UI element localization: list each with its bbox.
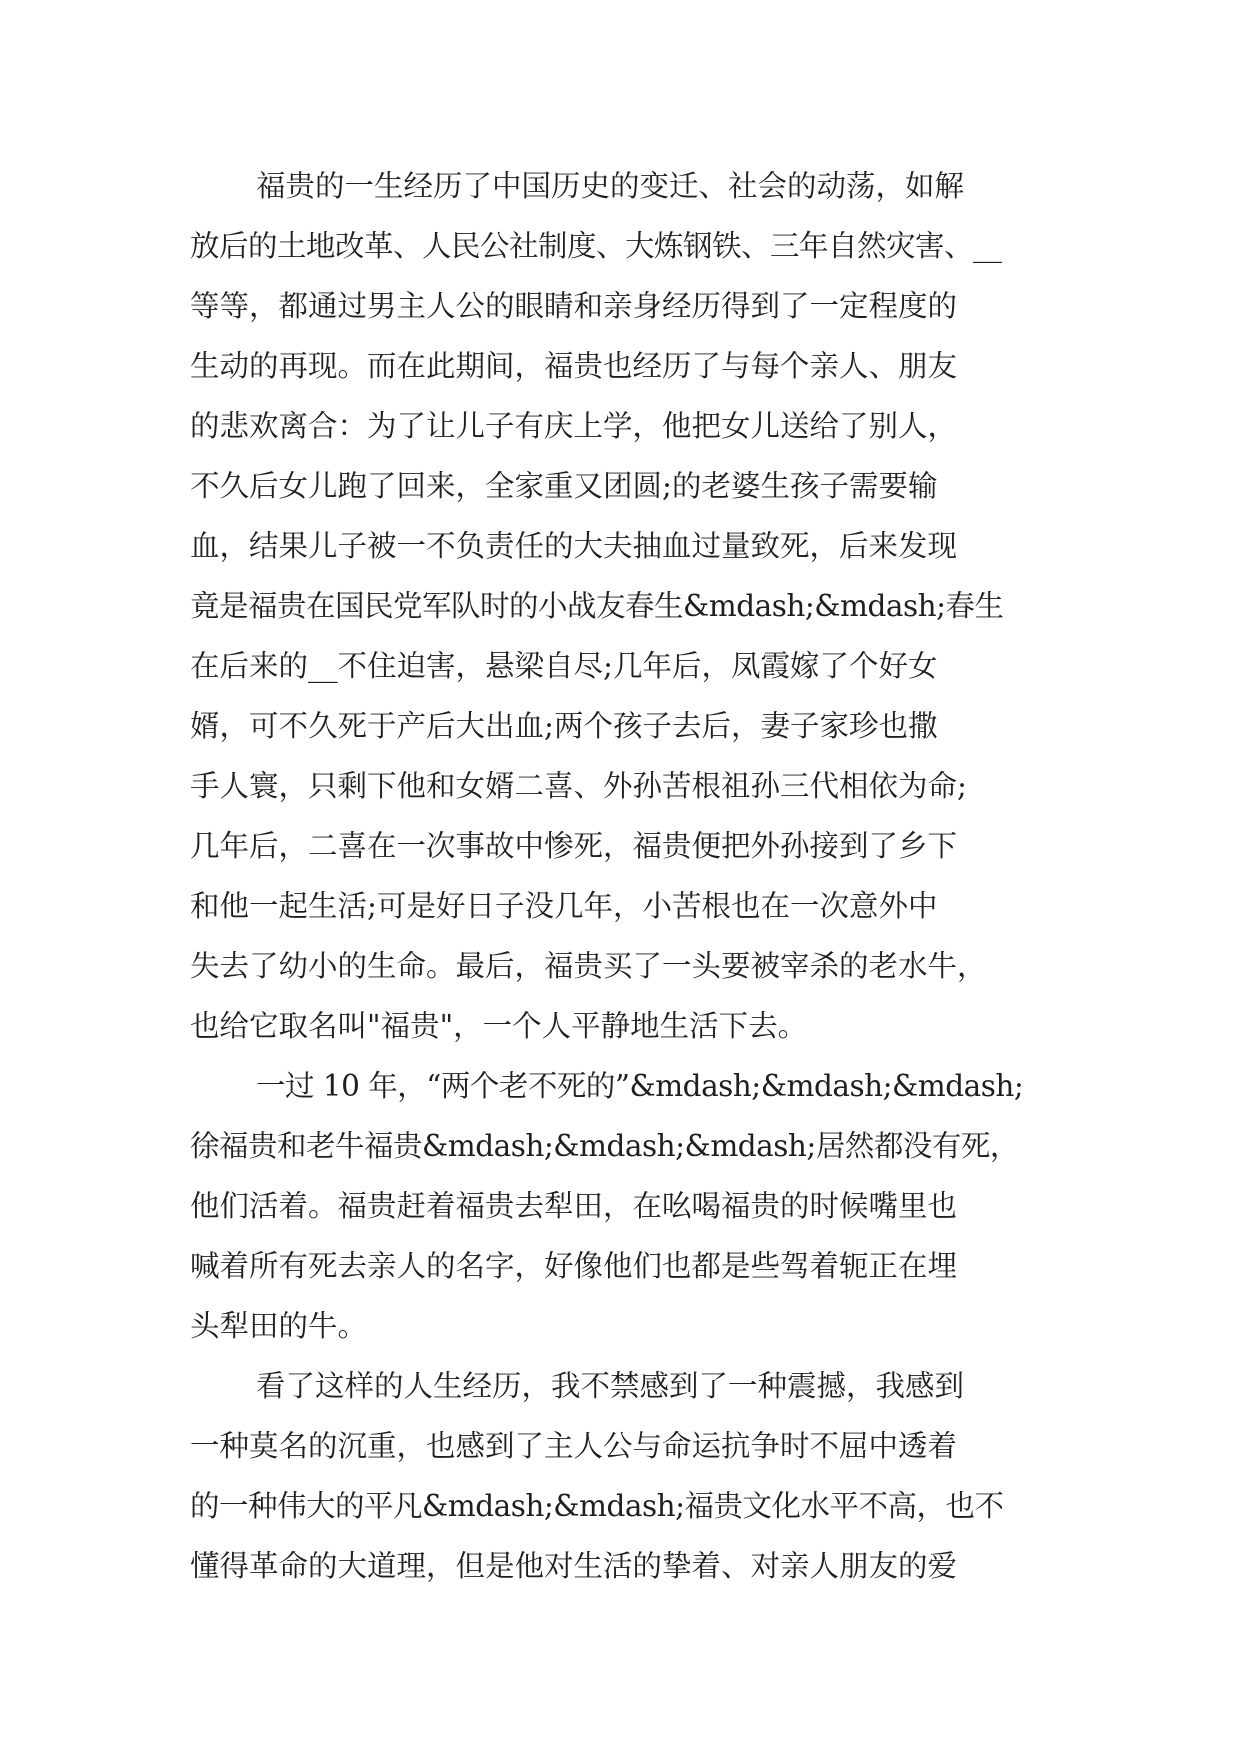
paragraph-1-line-13: 和他一起生活;可是好日子没几年，小苦根也在一次意外中 bbox=[190, 889, 938, 923]
paragraph-1-line-7: 血，结果儿子被一不负责任的大夫抽血过量致死，后来发现 bbox=[190, 529, 958, 563]
paragraph-2-line-5: 头犁田的牛。 bbox=[190, 1309, 368, 1343]
paragraph-1-line-2: 放后的土地改革、人民公社制度、大炼钢铁、三年自然灾害、__ bbox=[190, 229, 1002, 263]
paragraph-1-line-8: 竟是福贵在国民党军队时的小战友春生&mdash;&mdash;春生 bbox=[190, 589, 1004, 623]
paragraph-2-line-3: 他们活着。福贵赶着福贵去犁田，在吆喝福贵的时候嘴里也 bbox=[190, 1189, 958, 1223]
paragraph-1-line-1: 福贵的一生经历了中国历史的变迁、社会的动荡，如解 bbox=[256, 169, 965, 203]
paragraph-2-line-2: 徐福贵和老牛福贵&mdash;&mdash;&mdash;居然都没有死， bbox=[190, 1129, 1019, 1163]
paragraph-1-line-14: 失去了幼小的生命。最后，福贵买了一头要被宰杀的老水牛， bbox=[190, 949, 987, 983]
paragraph-1-line-5: 的悲欢离合：为了让儿子有庆上学，他把女儿送给了别人， bbox=[190, 409, 958, 443]
paragraph-1-line-10: 婿，可不久死于产后大出血;两个孩子去后，妻子家珍也撒 bbox=[190, 709, 938, 743]
paragraph-1-line-3: 等等，都通过男主人公的眼睛和亲身经历得到了一定程度的 bbox=[190, 289, 958, 323]
paragraph-3-line-4: 懂得革命的大道理，但是他对生活的挚着、对亲人朋友的爱 bbox=[190, 1549, 958, 1583]
paragraph-1-line-9: 在后来的__不住迫害，悬梁自尽;几年后，凤霞嫁了个好女 bbox=[190, 649, 938, 683]
document-body bbox=[190, 156, 1060, 1596]
paragraph-1-line-12: 几年后，二喜在一次事故中惨死，福贵便把外孙接到了乡下 bbox=[190, 829, 958, 863]
paragraph-2-line-1: 一过 10 年，“两个老不死的”&mdash;&mdash;&mdash; bbox=[256, 1069, 1024, 1103]
paragraph-2-line-4: 喊着所有死去亲人的名字，好像他们也都是些驾着轭正在埋 bbox=[190, 1249, 958, 1283]
paragraph-1-line-11: 手人寰，只剩下他和女婿二喜、外孙苦根祖孙三代相依为命; bbox=[190, 769, 967, 803]
paragraph-3-line-1: 看了这样的人生经历，我不禁感到了一种震撼，我感到 bbox=[256, 1369, 965, 1403]
paragraph-3-line-2: 一种莫名的沉重，也感到了主人公与命运抗争时不屈中透着 bbox=[190, 1429, 958, 1463]
paragraph-1-line-4: 生动的再现。而在此期间，福贵也经历了与每个亲人、朋友 bbox=[190, 349, 958, 383]
paragraph-1-line-15: 也给它取名叫"福贵"，一个人平静地生活下去。 bbox=[190, 1009, 808, 1043]
paragraph-3-line-3: 的一种伟大的平凡&mdash;&mdash;福贵文化水平不高，也不 bbox=[190, 1489, 1004, 1523]
paragraph-1-line-6: 不久后女儿跑了回来，全家重又团圆;的老婆生孩子需要输 bbox=[190, 469, 938, 503]
